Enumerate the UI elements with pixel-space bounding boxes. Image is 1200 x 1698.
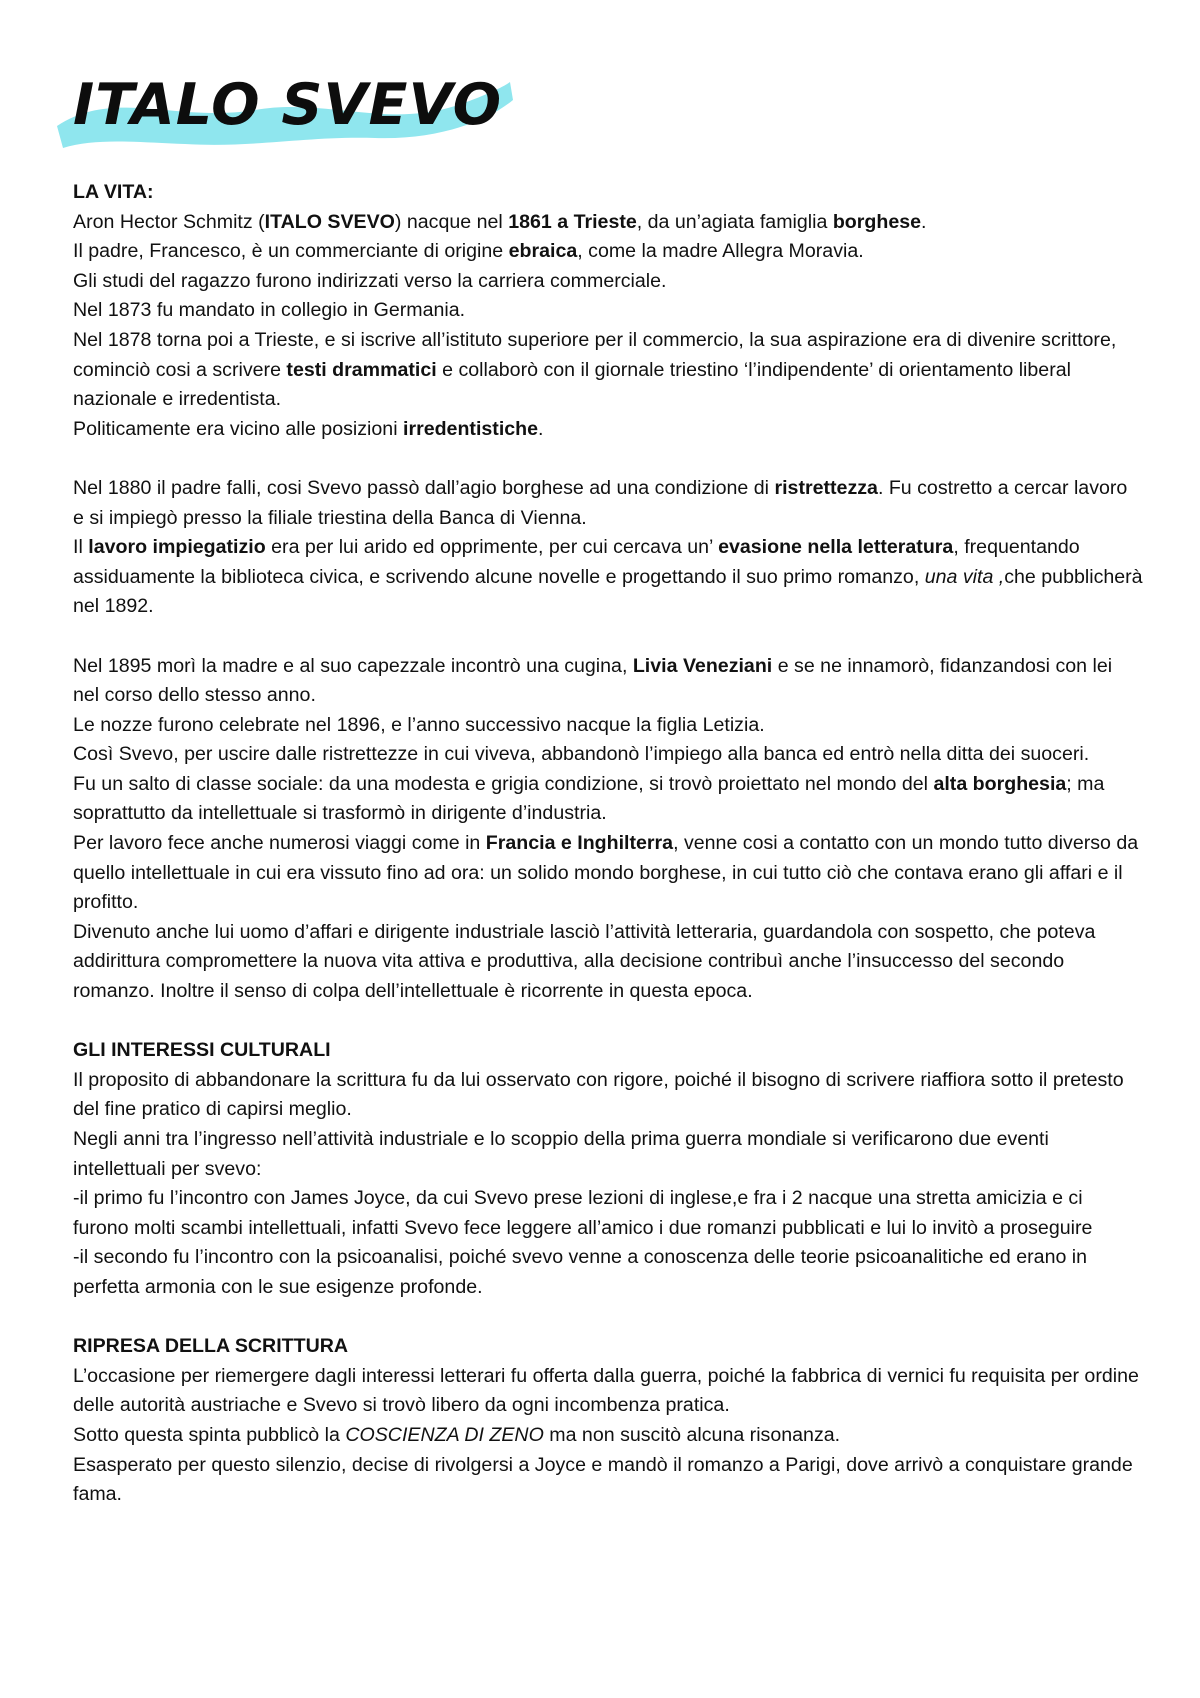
paragraph: Fu un salto di classe sociale: da una modesta e grigia condizione, si trovò proiettato nel mondo del alta borghesia; ma soprattutto da intellettuale si trasformò in dirigente d’industria. — [73, 772, 1105, 825]
paragraph: Per lavoro fece anche numerosi viaggi come in Francia e Inghilterra, venne cosi a contatto con un mondo tutto diverso da quello intellettuale in cui era vissuto fino ad ora: un solido mondo borghese, in cui tutto ciò che contava erano gli affari e il profitto. — [73, 832, 1139, 914]
section-interessi-culturali — [73, 1036, 1143, 1302]
section-heading: GLI INTERESSI CULTURALI — [73, 1039, 331, 1062]
paragraph: Il padre, Francesco, è un commerciante di origine ebraica, come la madre Allegra Moravia. — [73, 240, 864, 263]
title-block — [55, 68, 515, 158]
paragraph: Divenuto anche lui uomo d’affari e dirigente industriale lasciò l’attività letteraria, guardandola con sospetto, che poteva addirittura compromettere la nuova vita attiva e produttiva, alla decisione contribuì anche l’insuccesso del secondo romanzo. Inoltre il senso di colpa dell’intellettuale è ricorrente in questa epoca. — [73, 920, 1096, 1003]
paragraph: Sotto questa spinta pubblicò la COSCIENZA DI ZENO ma non suscitò alcuna risonanza. — [73, 1423, 841, 1446]
paragraph: Esasperato per questo silenzio, decise di rivolgersi a Joyce e mandò il romanzo a Parigi, dove arrivò a conquistare grande fama. — [73, 1453, 1133, 1506]
paragraph: Negli anni tra l’ingresso nell’attività industriale e lo scoppio della prima guerra mondiale si verificarono due eventi intellettuali per svevo: — [73, 1128, 1049, 1180]
paragraph: Le nozze furono celebrate nel 1896, e l’anno successivo nacque la figlia Letizia. — [73, 713, 765, 736]
section-vita-matrimonio — [73, 652, 1143, 1007]
paragraph: Nel 1878 torna poi a Trieste, e si iscrive all’istituto superiore per il commercio, la sua aspirazione era di divenire scrittore, cominciò cosi a scrivere testi drammatici e collaborò con il giornale triestino ‘l’indipendente’ di orientamento liberal nazionale e irredentista. — [73, 328, 1117, 411]
paragraph: Il lavoro impiegatizio era per lui arido ed opprimente, per cui cercava un’ evasione nella letteratura, frequentando assiduamente la biblioteca civica, e scrivendo alcune novelle e progettando il suo primo romanzo, una vita ,che pubblicherà nel 1892. — [73, 536, 1143, 618]
paragraph: Politicamente era vicino alle posizioni irredentistiche. — [73, 417, 544, 440]
section-la-vita — [73, 178, 1143, 444]
paragraph: Nel 1880 il padre falli, cosi Svevo passò dall’agio borghese ad una condizione di ristrettezza. Fu costretto a cercar lavoro e si impiegò presso la filiale triestina della Banca di Vienna. — [73, 476, 1128, 529]
paragraph: Nel 1895 morì la madre e al suo capezzale incontrò una cugina, Livia Veneziani e se ne innamorò, fidanzandosi con lei nel corso dello stesso anno. — [73, 654, 1113, 707]
paragraph: Nel 1873 fu mandato in collegio in Germania. — [73, 299, 466, 322]
section-ripresa-scrittura — [73, 1332, 1143, 1510]
paragraph: Gli studi del ragazzo furono indirizzati verso la carriera commerciale. — [73, 269, 667, 292]
paragraph: Il proposito di abbandonare la scrittura fu da lui osservato con rigore, poiché il bisogno di scrivere riaffiora sotto il pretesto del fine pratico di capirsi meglio. — [73, 1068, 1124, 1121]
paragraph: -il primo fu l’incontro con James Joyce, da cui Svevo prese lezioni di inglese,e fra i 2 nacque una stretta amicizia e ci furono molti scambi intellettuali, infatti Svevo fece leggere all’amico i due romanzi pubblicati e lui lo invitò a proseguire — [73, 1187, 1093, 1239]
section-heading: RIPRESA DELLA SCRITTURA — [73, 1335, 349, 1358]
paragraph: Aron Hector Schmitz (ITALO SVEVO) nacque nel 1861 a Trieste, da un’agiata famiglia borghese. — [73, 210, 927, 233]
section-vita-lavoro — [73, 474, 1143, 622]
paragraph: -il secondo fu l’incontro con la psicoanalisi, poiché svevo venne a conoscenza delle teorie psicoanalitiche ed erano in perfetta armonia con le sue esigenze profonde. — [73, 1246, 1088, 1298]
paragraph: L’occasione per riemergere dagli interessi letterari fu offerta dalla guerra, poiché la fabbrica di vernici fu requisita per ordine delle autorità austriache e Svevo si trovò libero da ogni incombenza pratica. — [73, 1364, 1139, 1417]
document-body — [73, 178, 1143, 1539]
paragraph: Così Svevo, per uscire dalle ristrettezze in cui viveva, abbandonò l’impiego alla banca ed entrò nella ditta dei suoceri. — [73, 743, 1090, 766]
page-title: ITALO SVEVO — [73, 72, 503, 138]
section-heading: LA VITA: — [73, 181, 154, 203]
